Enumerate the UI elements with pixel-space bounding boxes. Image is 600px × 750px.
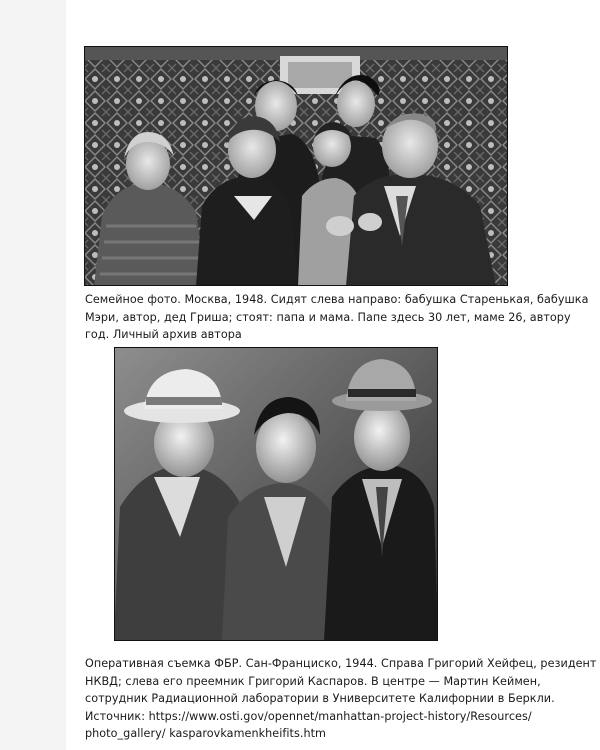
caption-line: Семейное фото. Москва, 1948. Сидят слева направо: бабушка Старенькая, бабушка xyxy=(85,293,589,306)
family-photo-caption xyxy=(85,291,589,344)
caption-line: год. Личный архив автора xyxy=(85,328,242,341)
page-gutter xyxy=(0,0,66,750)
fbi-surveillance-photo-image xyxy=(114,347,438,641)
family-photo-image xyxy=(84,46,508,286)
family-photo xyxy=(84,46,508,286)
caption-line: Источник: https://www.osti.gov/opennet/manhattan-project-history/Resources/ xyxy=(85,709,532,723)
fbi-surveillance-photo xyxy=(114,347,438,641)
caption-line: Оперативная съемка ФБР. Сан-Франциско, 1944. Справа Григорий Хейфец, резидент xyxy=(85,657,597,670)
caption-line: сотрудник Радиационной лаборатории в Университете Калифорнии в Беркли. xyxy=(85,692,555,705)
caption-line: НКВД; слева его преемник Григорий Каспаров. В центре — Мартин Кеймен, xyxy=(85,674,541,688)
fbi-photo-caption xyxy=(85,655,597,743)
caption-line: photo_gallery/ kasparovkamenkheifits.htm xyxy=(85,727,326,740)
caption-line: Мэри, автор, дед Гриша; стоят: папа и мама. Папе здесь 30 лет, маме 26, автору xyxy=(85,310,571,324)
